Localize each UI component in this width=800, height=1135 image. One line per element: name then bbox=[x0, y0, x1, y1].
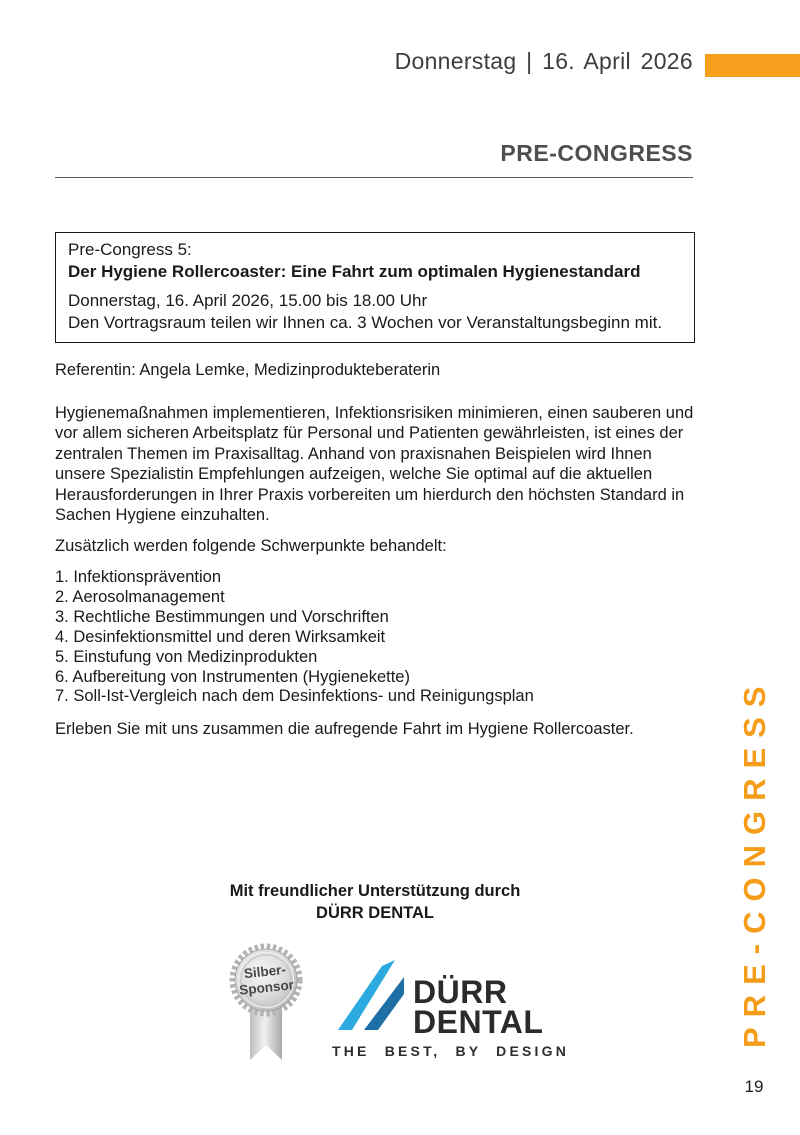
topics-intro: Zusätzlich werden folgende Schwerpunkte behandelt: bbox=[55, 537, 447, 555]
session-title: Der Hygiene Rollercoaster: Eine Fahrt zum optimalen Hygienestandard bbox=[68, 262, 641, 281]
section-divider-line bbox=[55, 177, 693, 178]
topic-item: 4. Desinfektionsmittel und deren Wirksamkeit bbox=[55, 627, 386, 646]
speaker-line: Referentin: Angela Lemke, Medizinprodukteberaterin bbox=[55, 361, 441, 379]
silver-sponsor-badge-icon bbox=[228, 942, 304, 1064]
logo-name-line2: DENTAL bbox=[413, 1004, 544, 1040]
closing-line: Erleben Sie mit uns zusammen die aufregende Fahrt im Hygiene Rollercoaster. bbox=[55, 720, 634, 738]
topic-item: 5. Einstufung von Medizinprodukten bbox=[55, 647, 318, 666]
sponsor-company-line: DÜRR DENTAL bbox=[316, 904, 434, 922]
page-number: 19 bbox=[744, 1077, 764, 1096]
date-header: Donnerstag | 16. April 2026 bbox=[394, 48, 693, 74]
logo-wordmark bbox=[413, 974, 544, 1040]
session-room-note: Den Vortragsraum teilen wir Ihnen ca. 3 Wochen vor Veranstaltungsbeginn mit. bbox=[68, 313, 663, 332]
session-info-box bbox=[55, 232, 695, 343]
section-title: PRE-CONGRESS bbox=[500, 140, 693, 166]
topic-item: 3. Rechtliche Bestimmungen und Vorschriften bbox=[55, 607, 389, 626]
topic-item: 7. Soll-Ist-Vergleich nach dem Desinfektions- und Reinigungsplan bbox=[55, 687, 534, 706]
badge-text-line2: Sponsor bbox=[238, 977, 295, 998]
session-description: Hygienemaßnahmen implementieren, Infektionsrisiken minimieren, einen sauberen und vor allem sicheren Arbeitsplatz für Personal und Patienten gewährleisten, ist eines der zentralen Themen im Praxisalltag. Anhand von praxisnahen Beispielen wird Ihnen unsere Spezialistin Empfehlungen aufzeigen, welche Sie optimal auf die aktuellen Herausforderungen in Ihrer Praxis vorbereiten um hierdurch den höchsten Standard in Sachen Hygiene einzuhalten. bbox=[55, 404, 694, 525]
duerr-logo-mark-icon bbox=[338, 960, 406, 1030]
sponsor-heading bbox=[55, 880, 695, 924]
logo-light-stripe bbox=[338, 960, 395, 1030]
session-datetime: Donnerstag, 16. April 2026, 15.00 bis 18.00 Uhr bbox=[68, 291, 428, 310]
session-label: Pre-Congress 5: bbox=[68, 240, 192, 259]
topic-item: 1. Infektionsprävention bbox=[55, 568, 222, 586]
side-section-label: PRE-CONGRESS bbox=[737, 676, 772, 1048]
duerr-dental-logo bbox=[338, 960, 544, 1040]
logo-name-line1: DÜRR bbox=[413, 974, 508, 1010]
logo-tagline: THE BEST, BY DESIGN bbox=[332, 1043, 570, 1059]
orange-accent-bar bbox=[705, 54, 800, 77]
topics-list bbox=[55, 568, 534, 707]
badge-text-line1: Silber- bbox=[243, 961, 287, 982]
sponsor-support-line: Mit freundlicher Unterstützung durch bbox=[229, 882, 521, 900]
topic-item: 6. Aufbereitung von Instrumenten (Hygienekette) bbox=[55, 667, 410, 686]
topic-item: 2. Aerosolmanagement bbox=[55, 587, 225, 606]
